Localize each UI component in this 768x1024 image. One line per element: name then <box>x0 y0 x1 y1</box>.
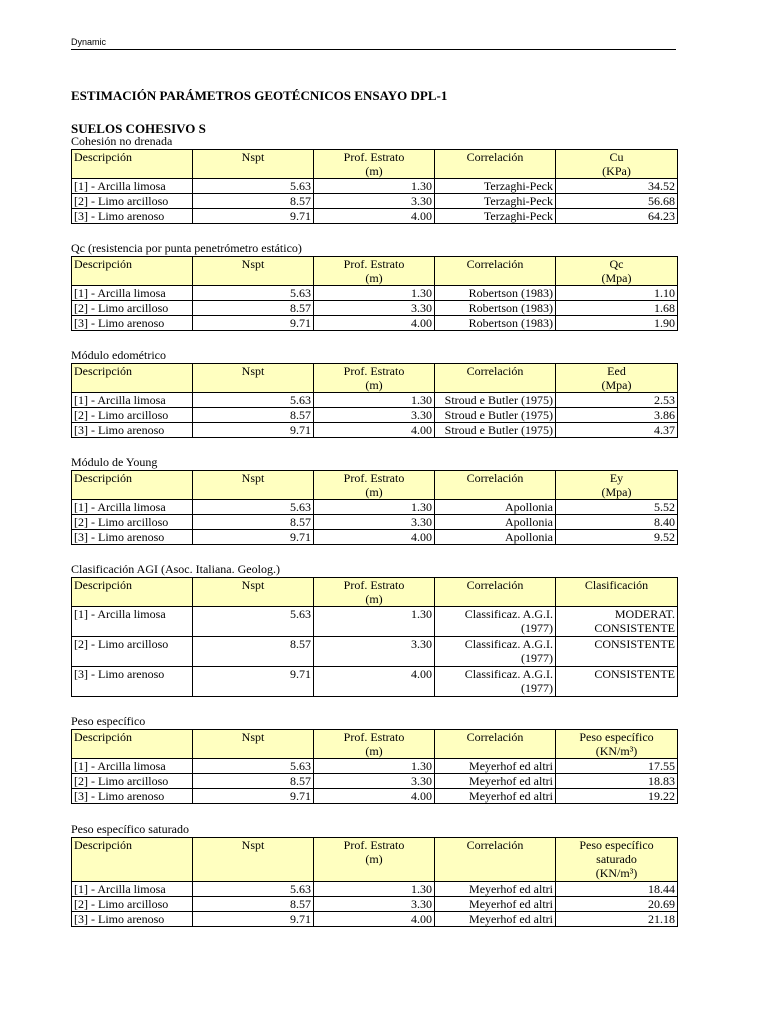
parameter-section <box>71 348 677 438</box>
table-row <box>72 194 678 209</box>
header-correlacion: Correlación <box>435 364 556 393</box>
section-group-title: SUELOS COHESIVO S <box>71 121 206 136</box>
cell-value: 56.68 <box>556 194 678 209</box>
header-nspt: Nspt <box>193 364 314 393</box>
cell-nspt: 5.63 <box>193 500 314 515</box>
cell-value: 5.52 <box>556 500 678 515</box>
cell-value: 3.86 <box>556 408 678 423</box>
header-nspt: Nspt <box>193 838 314 882</box>
cell-value: 9.52 <box>556 530 678 545</box>
table-header-row <box>72 471 678 500</box>
page-header: Dynamic <box>71 37 676 50</box>
cell-nspt: 5.63 <box>193 179 314 194</box>
section-title: Módulo edométrico <box>71 348 166 362</box>
parameter-table <box>71 837 678 927</box>
header-correlacion: Correlación <box>435 150 556 179</box>
header-parameter: Ey (Mpa) <box>556 471 678 500</box>
header-parameter: Qc (Mpa) <box>556 257 678 286</box>
table-row <box>72 209 678 224</box>
cell-nspt: 8.57 <box>193 194 314 209</box>
cell-nspt: 5.63 <box>193 882 314 897</box>
cell-descripcion: [3] - Limo arenoso <box>72 423 193 438</box>
cell-prof-estrato: 4.00 <box>314 912 435 927</box>
header-parameter: Clasificación <box>556 578 678 607</box>
parameter-table <box>71 256 678 331</box>
cell-value: 2.53 <box>556 393 678 408</box>
table-row <box>72 667 678 697</box>
parameter-section <box>71 562 677 697</box>
cell-descripcion: [3] - Limo arenoso <box>72 316 193 331</box>
cell-correlacion: Meyerhof ed altri <box>435 882 556 897</box>
cell-prof-estrato: 3.30 <box>314 301 435 316</box>
cell-correlacion: Apollonia <box>435 500 556 515</box>
cell-nspt: 8.57 <box>193 774 314 789</box>
cell-nspt: 9.71 <box>193 530 314 545</box>
cell-correlacion: Stroud e Butler (1975) <box>435 423 556 438</box>
cell-nspt: 9.71 <box>193 423 314 438</box>
header-nspt: Nspt <box>193 730 314 759</box>
header-correlacion: Correlación <box>435 257 556 286</box>
table-header-row <box>72 838 678 882</box>
table-row <box>72 301 678 316</box>
cell-descripcion: [3] - Limo arenoso <box>72 530 193 545</box>
cell-nspt: 5.63 <box>193 286 314 301</box>
parameter-table <box>71 577 678 697</box>
cell-value: 21.18 <box>556 912 678 927</box>
table-header-row <box>72 257 678 286</box>
cell-correlacion: Meyerhof ed altri <box>435 759 556 774</box>
header-nspt: Nspt <box>193 578 314 607</box>
header-prof-estrato: Prof. Estrato (m) <box>314 471 435 500</box>
table-row <box>72 759 678 774</box>
cell-correlacion: Meyerhof ed altri <box>435 912 556 927</box>
parameter-section <box>71 714 677 804</box>
cell-descripcion: [2] - Limo arcilloso <box>72 194 193 209</box>
table-row <box>72 789 678 804</box>
cell-nspt: 9.71 <box>193 209 314 224</box>
cell-prof-estrato: 4.00 <box>314 423 435 438</box>
cell-value: MODERAT. CONSISTENTE <box>556 607 678 637</box>
table-row <box>72 393 678 408</box>
cell-correlacion: Robertson (1983) <box>435 286 556 301</box>
parameter-table <box>71 149 678 224</box>
parameter-table <box>71 729 678 804</box>
parameter-table <box>71 470 678 545</box>
cell-correlacion: Meyerhof ed altri <box>435 789 556 804</box>
cell-value: CONSISTENTE <box>556 637 678 667</box>
table-row <box>72 897 678 912</box>
cell-correlacion: Classificaz. A.G.I. (1977) <box>435 607 556 637</box>
table-row <box>72 912 678 927</box>
header-parameter: Cu (KPa) <box>556 150 678 179</box>
cell-prof-estrato: 1.30 <box>314 607 435 637</box>
table-row <box>72 316 678 331</box>
table-row <box>72 774 678 789</box>
header-descripcion: Descripción <box>72 578 193 607</box>
section-title: Cohesión no drenada <box>71 134 173 148</box>
document-title: ESTIMACIÓN PARÁMETROS GEOTÉCNICOS ENSAYO DPL-1 <box>71 88 448 103</box>
cell-value: CONSISTENTE <box>556 667 678 697</box>
parameter-section <box>71 455 677 545</box>
cell-descripcion: [2] - Limo arcilloso <box>72 515 193 530</box>
table-row <box>72 500 678 515</box>
cell-descripcion: [2] - Limo arcilloso <box>72 774 193 789</box>
cell-prof-estrato: 1.30 <box>314 882 435 897</box>
cell-prof-estrato: 4.00 <box>314 789 435 804</box>
cell-descripcion: [1] - Arcilla limosa <box>72 759 193 774</box>
cell-descripcion: [1] - Arcilla limosa <box>72 286 193 301</box>
header-descripcion: Descripción <box>72 730 193 759</box>
cell-nspt: 9.71 <box>193 667 314 697</box>
section-title: Módulo de Young <box>71 455 158 469</box>
table-row <box>72 530 678 545</box>
cell-descripcion: [1] - Arcilla limosa <box>72 607 193 637</box>
table-header-row <box>72 364 678 393</box>
header-correlacion: Correlación <box>435 578 556 607</box>
cell-prof-estrato: 3.30 <box>314 897 435 912</box>
cell-correlacion: Terzaghi-Peck <box>435 194 556 209</box>
cell-prof-estrato: 3.30 <box>314 774 435 789</box>
table-row <box>72 515 678 530</box>
table-header-row <box>72 730 678 759</box>
cell-nspt: 8.57 <box>193 515 314 530</box>
header-parameter: Eed (Mpa) <box>556 364 678 393</box>
cell-nspt: 9.71 <box>193 912 314 927</box>
cell-descripcion: [3] - Limo arenoso <box>72 667 193 697</box>
header-prof-estrato: Prof. Estrato (m) <box>314 150 435 179</box>
section-title: Peso específico <box>71 714 146 728</box>
header-descripcion: Descripción <box>72 471 193 500</box>
cell-descripcion: [2] - Limo arcilloso <box>72 301 193 316</box>
cell-prof-estrato: 1.30 <box>314 393 435 408</box>
cell-correlacion: Terzaghi-Peck <box>435 179 556 194</box>
cell-descripcion: [3] - Limo arenoso <box>72 912 193 927</box>
cell-nspt: 8.57 <box>193 897 314 912</box>
header-prof-estrato: Prof. Estrato (m) <box>314 730 435 759</box>
cell-descripcion: [3] - Limo arenoso <box>72 209 193 224</box>
cell-correlacion: Meyerhof ed altri <box>435 897 556 912</box>
cell-nspt: 9.71 <box>193 316 314 331</box>
cell-descripcion: [3] - Limo arenoso <box>72 789 193 804</box>
section-title: Peso específico saturado <box>71 822 189 836</box>
cell-nspt: 5.63 <box>193 607 314 637</box>
header-descripcion: Descripción <box>72 838 193 882</box>
header-descripcion: Descripción <box>72 150 193 179</box>
table-row <box>72 637 678 667</box>
header-correlacion: Correlación <box>435 730 556 759</box>
cell-prof-estrato: 3.30 <box>314 194 435 209</box>
cell-nspt: 8.57 <box>193 637 314 667</box>
parameter-section <box>71 134 677 224</box>
cell-correlacion: Meyerhof ed altri <box>435 774 556 789</box>
cell-value: 18.83 <box>556 774 678 789</box>
table-row <box>72 179 678 194</box>
header-descripcion: Descripción <box>72 364 193 393</box>
cell-prof-estrato: 3.30 <box>314 515 435 530</box>
header-parameter: Peso específico saturado (KN/m³) <box>556 838 678 882</box>
cell-prof-estrato: 1.30 <box>314 286 435 301</box>
table-row <box>72 423 678 438</box>
header-prof-estrato: Prof. Estrato (m) <box>314 838 435 882</box>
section-title: Qc (resistencia por punta penetrómetro estático) <box>71 241 302 255</box>
cell-correlacion: Robertson (1983) <box>435 316 556 331</box>
cell-nspt: 8.57 <box>193 301 314 316</box>
cell-prof-estrato: 3.30 <box>314 408 435 423</box>
cell-descripcion: [2] - Limo arcilloso <box>72 897 193 912</box>
cell-value: 18.44 <box>556 882 678 897</box>
cell-value: 1.68 <box>556 301 678 316</box>
cell-nspt: 5.63 <box>193 393 314 408</box>
cell-value: 20.69 <box>556 897 678 912</box>
cell-value: 17.55 <box>556 759 678 774</box>
table-header-row <box>72 578 678 607</box>
cell-value: 1.90 <box>556 316 678 331</box>
cell-correlacion: Apollonia <box>435 530 556 545</box>
cell-value: 1.10 <box>556 286 678 301</box>
cell-correlacion: Apollonia <box>435 515 556 530</box>
cell-correlacion: Terzaghi-Peck <box>435 209 556 224</box>
cell-value: 64.23 <box>556 209 678 224</box>
cell-prof-estrato: 4.00 <box>314 316 435 331</box>
cell-nspt: 9.71 <box>193 789 314 804</box>
cell-descripcion: [2] - Limo arcilloso <box>72 408 193 423</box>
cell-prof-estrato: 4.00 <box>314 667 435 697</box>
header-prof-estrato: Prof. Estrato (m) <box>314 257 435 286</box>
cell-nspt: 5.63 <box>193 759 314 774</box>
cell-value: 19.22 <box>556 789 678 804</box>
cell-prof-estrato: 4.00 <box>314 530 435 545</box>
table-row <box>72 882 678 897</box>
cell-prof-estrato: 3.30 <box>314 637 435 667</box>
header-correlacion: Correlación <box>435 471 556 500</box>
table-row <box>72 607 678 637</box>
header-parameter: Peso específico (KN/m³) <box>556 730 678 759</box>
cell-correlacion: Robertson (1983) <box>435 301 556 316</box>
parameter-table <box>71 363 678 438</box>
parameter-section <box>71 822 677 927</box>
header-nspt: Nspt <box>193 150 314 179</box>
table-row <box>72 408 678 423</box>
cell-descripcion: [1] - Arcilla limosa <box>72 500 193 515</box>
header-prof-estrato: Prof. Estrato (m) <box>314 364 435 393</box>
cell-descripcion: [2] - Limo arcilloso <box>72 637 193 667</box>
cell-prof-estrato: 4.00 <box>314 209 435 224</box>
cell-correlacion: Stroud e Butler (1975) <box>435 408 556 423</box>
cell-value: 34.52 <box>556 179 678 194</box>
header-nspt: Nspt <box>193 471 314 500</box>
cell-prof-estrato: 1.30 <box>314 500 435 515</box>
cell-descripcion: [1] - Arcilla limosa <box>72 179 193 194</box>
cell-value: 8.40 <box>556 515 678 530</box>
parameter-section <box>71 241 677 331</box>
cell-correlacion: Classificaz. A.G.I. (1977) <box>435 667 556 697</box>
header-prof-estrato: Prof. Estrato (m) <box>314 578 435 607</box>
table-header-row <box>72 150 678 179</box>
header-descripcion: Descripción <box>72 257 193 286</box>
cell-prof-estrato: 1.30 <box>314 179 435 194</box>
cell-value: 4.37 <box>556 423 678 438</box>
cell-correlacion: Classificaz. A.G.I. (1977) <box>435 637 556 667</box>
table-row <box>72 286 678 301</box>
cell-correlacion: Stroud e Butler (1975) <box>435 393 556 408</box>
header-correlacion: Correlación <box>435 838 556 882</box>
cell-descripcion: [1] - Arcilla limosa <box>72 882 193 897</box>
cell-descripcion: [1] - Arcilla limosa <box>72 393 193 408</box>
section-title: Clasificación AGI (Asoc. Italiana. Geolog.) <box>71 562 280 576</box>
cell-nspt: 8.57 <box>193 408 314 423</box>
cell-prof-estrato: 1.30 <box>314 759 435 774</box>
header-nspt: Nspt <box>193 257 314 286</box>
